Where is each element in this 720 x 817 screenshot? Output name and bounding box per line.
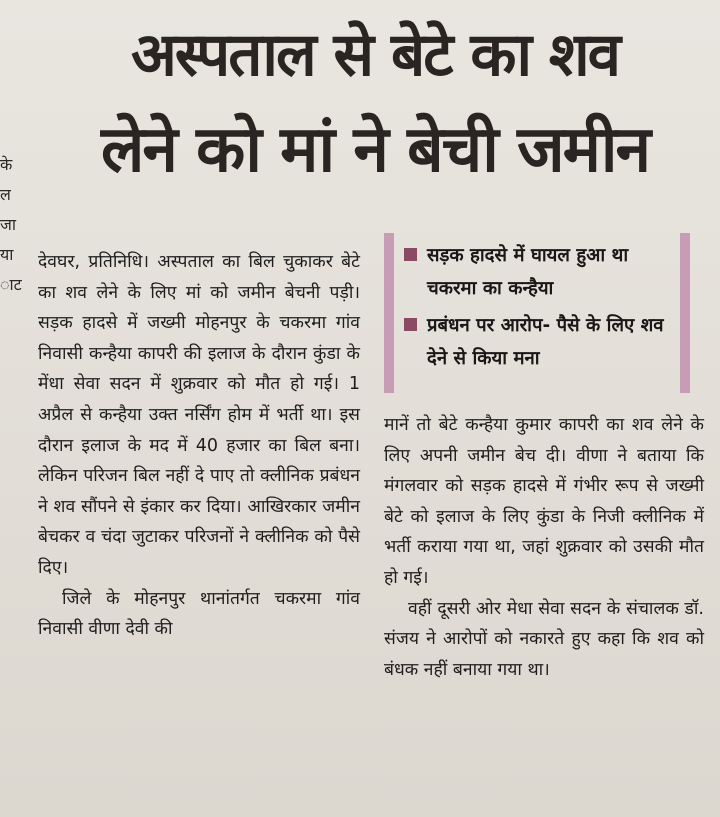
paragraph: देवघर, प्रतिनिधि। अस्पताल का बिल चुकाकर बेटे का शव लेने के लिए मां को जमीन बेचनी पड़ी। सड़क हादसे में जख्मी मोहनपुर के चकरमा गांव निवासी कन्हैया कापरी की इलाज के दौरान कुंडा के मेंधा सेवा सदन में शुक्रवार को मौत हो गई। 1 अप्रैल से कन्हैया उक्त नर्सिंग होम में भर्ती था। इस दौरान इलाज के मद में 40 हजार का बिल बना। लेकिन परिजन बिल नहीं दे पाए तो क्लीनिक प्रबंधन ने शव सौंपने से इंकार कर दिया। आखिरकार जमीन बेचकर व चंदा जुटाकर परिजनों ने क्लीनिक को पैसे दिए। — [38, 252, 360, 578]
edge-fragment: ाट — [0, 275, 22, 294]
headline-line-2: लेने को मां ने बेची जमीन — [100, 113, 650, 187]
edge-fragment: के — [0, 155, 13, 174]
headline-line-1: अस्पताल से बेटे का शव — [130, 20, 620, 90]
highlight-text: सड़क हादसे में घायल हुआ था चकरमा का कन्हैया — [427, 245, 629, 299]
square-bullet-icon — [404, 318, 417, 331]
edge-fragment: ल — [0, 185, 11, 204]
square-bullet-icon — [404, 248, 417, 261]
paragraph: वहीं दूसरी ओर मेधा सेवा सदन के संचालक डॉ. संजय ने आरोपों को नकारते हुए कहा कि शव को बंधक नहीं बनाया गया था। — [384, 598, 704, 680]
highlight-item — [404, 239, 674, 305]
adjacent-column-fragment — [0, 150, 30, 300]
highlights-box — [384, 233, 690, 393]
article-headline — [40, 14, 710, 196]
article-column-left — [38, 247, 360, 645]
edge-fragment: या — [0, 245, 14, 264]
edge-fragment: जा — [0, 215, 17, 234]
highlight-item — [404, 309, 674, 375]
paragraph: मानें तो बेटे कन्हैया कुमार कापरी का शव लेने के लिए अपनी जमीन बेच दी। वीणा ने बताया कि मंगलवार को सड़क हादसे में गंभीर रूप से जख्मी बेटे को इलाज के लिए कुंडा के निजी क्लीनिक में भर्ती कराया गया था, जहां शुक्रवार को उसकी मौत हो गई। — [384, 415, 704, 588]
article-column-right — [384, 410, 704, 685]
highlight-text: प्रबंधन पर आरोप- पैसे के लिए शव देने से किया मना — [427, 315, 664, 369]
paragraph: जिले के मोहनपुर थानांतर्गत चकरमा गांव निवासी वीणा देवी की — [38, 588, 360, 640]
